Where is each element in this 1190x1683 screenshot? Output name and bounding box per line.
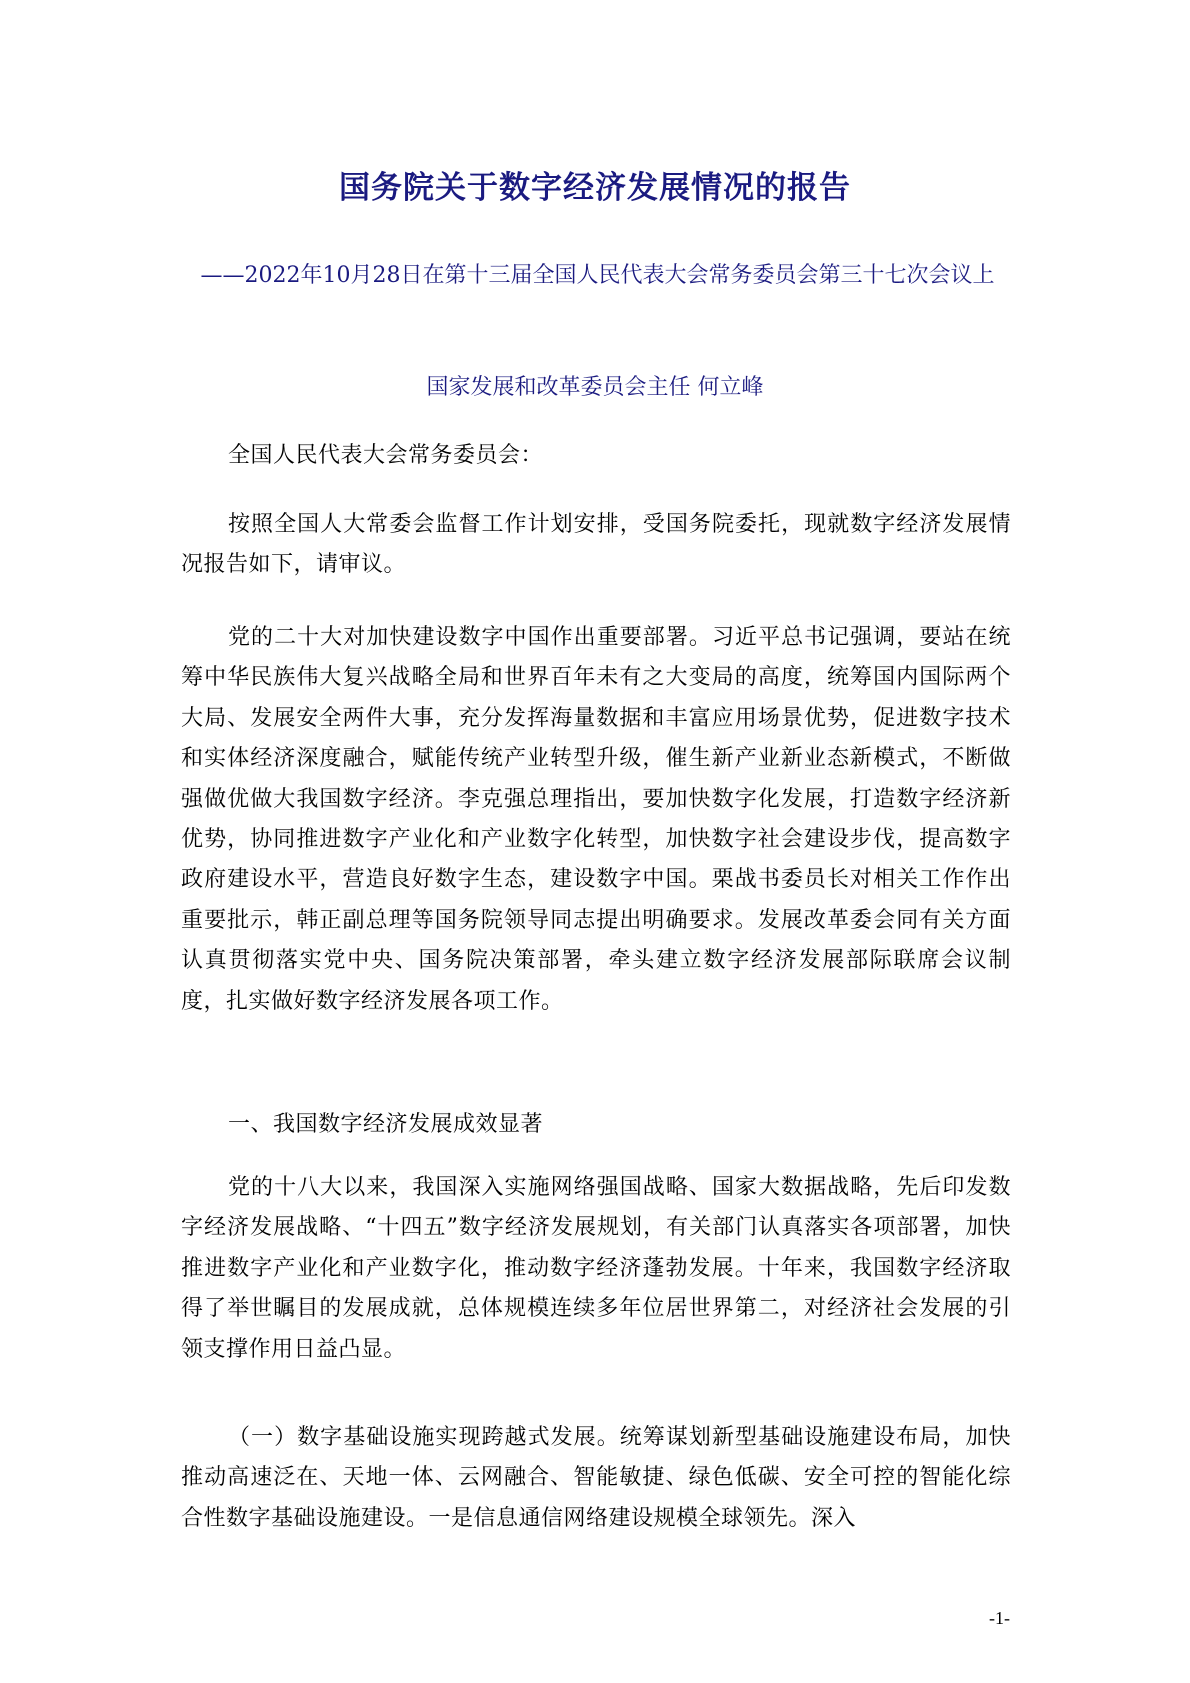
section-heading: 一、我国数字经济发展成效显著 (228, 1112, 544, 1137)
main-paragraph: 党的二十大对加快建设数字中国作出重要部署。习近平总书记强调，要站在统筹中华民族伟大复兴战略全局和世界百年未有之大变局的高度，统筹国内国际两个大局、发展安全两件大事，充分发挥海量数据和丰富应用场景优势，促进数字技术和实体经济深度融合，赋能传统产业转型升级，催生新产业新业态新模式，不断做强做优做大我国数字经济。李克强总理指出，要加快数字化发展，打造数字经济新优势，协同推进数字产业化和产业数字化转型，加快数字社会建设步伐，提高数字政府建设水平，营造良好数字生态，建设数字中国。栗战书委员长对相关工作作出重要批示，韩正副总理等国务院领导同志提出明确要求。发展改革委会同有关方面认真贯彻落实党中央、国务院决策部署，牵头建立数字经济发展部际联席会议制度，扎实做好数字经济发展各项工作。 (181, 625, 1011, 1014)
document-author: 国家发展和改革委员会主任 何立峰 (426, 375, 764, 400)
salutation-paragraph: 全国人民代表大会常务委员会： (228, 443, 544, 468)
document-subtitle: ——2022年10月28日在第十三届全国人民代表大会常务委员会第三十七次会议上 (200, 263, 995, 288)
section-body-paragraph: 党的十八大以来，我国深入实施网络强国战略、国家大数据战略，先后印发数字经济发展战略、“十四五”数字经济发展规划，有关部门认真落实各项部署，加快推进数字产业化和产业数字化，推动数字经济蓬勃发展。十年来，我国数字经济取得了举世瞩目的发展成就，总体规模连续多年位居世界第二，对经济社会发展的引领支撑作用日益凸显。 (181, 1175, 1011, 1362)
subsection-paragraph: （一）数字基础设施实现跨越式发展。统筹谋划新型基础设施建设布局，加快推动高速泛在、天地一体、云网融合、智能敏捷、绿色低碳、安全可控的智能化综合性数字基础设施建设。一是信息通信网络建设规模全球领先。深入 (181, 1425, 1011, 1531)
document-title: 国务院关于数字经济发展情况的报告 (339, 170, 851, 206)
intro-paragraph: 按照全国人大常委会监督工作计划安排，受国务院委托，现就数字经济发展情况报告如下，请审议。 (181, 512, 1011, 578)
page-number: -1- (989, 1608, 1010, 1628)
